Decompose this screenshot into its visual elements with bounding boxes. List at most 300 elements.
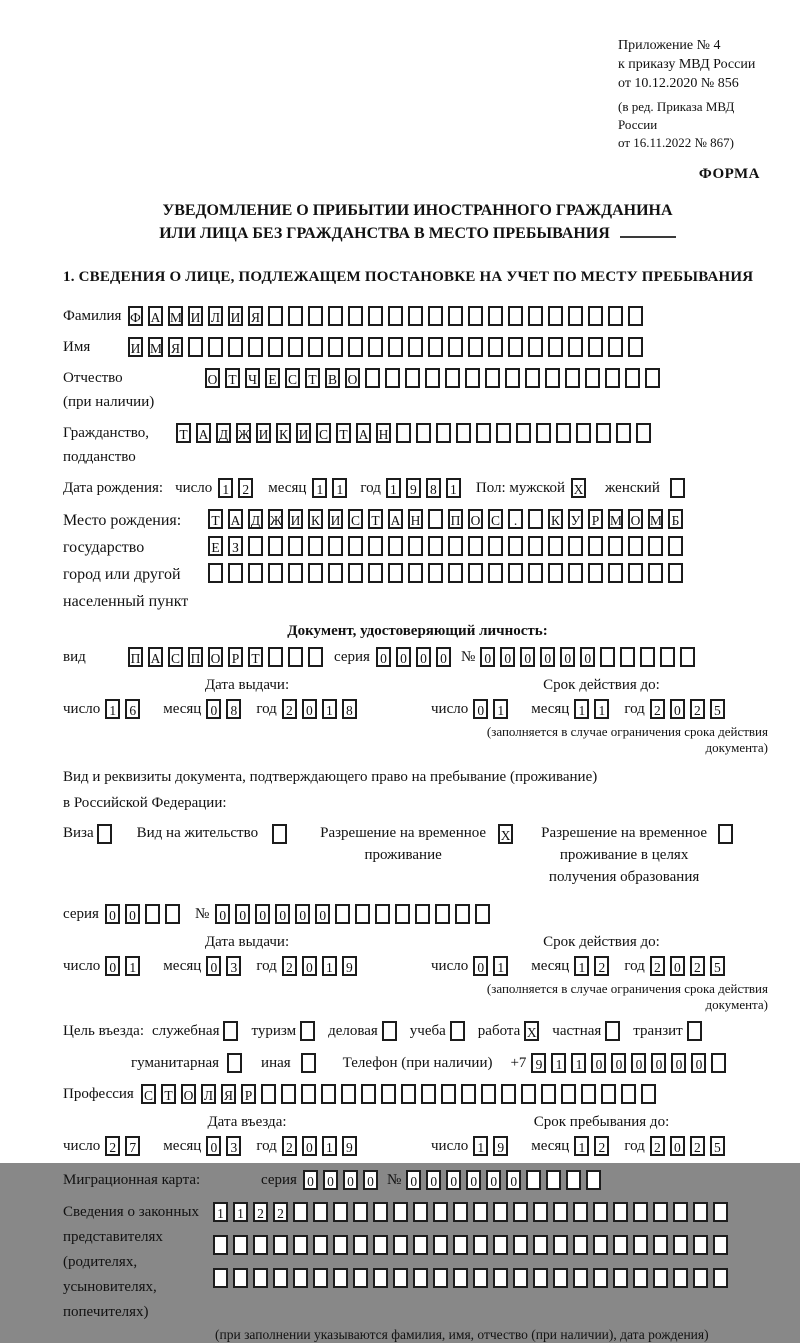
char-cell[interactable]: 0 bbox=[670, 1136, 685, 1156]
char-cell[interactable] bbox=[436, 423, 451, 443]
char-cell[interactable]: 2 bbox=[690, 956, 705, 976]
char-cell[interactable] bbox=[368, 337, 383, 357]
char-cell[interactable] bbox=[713, 1268, 728, 1288]
char-cell[interactable]: 1 bbox=[574, 699, 589, 719]
char-cell[interactable] bbox=[413, 1235, 428, 1255]
char-cell[interactable] bbox=[433, 1202, 448, 1222]
char-cell[interactable] bbox=[353, 1202, 368, 1222]
char-cell[interactable] bbox=[568, 563, 583, 583]
char-cell[interactable] bbox=[428, 509, 443, 529]
char-cell[interactable] bbox=[673, 1268, 688, 1288]
char-cell[interactable] bbox=[718, 824, 733, 844]
char-cell[interactable] bbox=[428, 337, 443, 357]
char-cell[interactable] bbox=[605, 368, 620, 388]
char-cell[interactable]: 5 bbox=[710, 1136, 725, 1156]
char-cell[interactable]: 2 bbox=[594, 1136, 609, 1156]
char-cell[interactable] bbox=[645, 368, 660, 388]
char-cell[interactable]: М bbox=[608, 509, 623, 529]
char-cell[interactable] bbox=[573, 1235, 588, 1255]
char-cell[interactable]: Б bbox=[668, 509, 683, 529]
char-cell[interactable]: 1 bbox=[125, 956, 140, 976]
char-cell[interactable]: Т bbox=[208, 509, 223, 529]
char-cell[interactable] bbox=[396, 423, 411, 443]
char-cell[interactable] bbox=[308, 647, 323, 667]
char-cell[interactable]: 0 bbox=[406, 1170, 421, 1190]
char-cell[interactable]: 5 bbox=[710, 956, 725, 976]
char-cell[interactable] bbox=[596, 423, 611, 443]
char-cell[interactable]: 1 bbox=[233, 1202, 248, 1222]
char-cell[interactable]: Я bbox=[221, 1084, 236, 1104]
char-cell[interactable] bbox=[308, 536, 323, 556]
char-cell[interactable]: Ж bbox=[236, 423, 251, 443]
char-cell[interactable] bbox=[600, 647, 615, 667]
char-cell[interactable] bbox=[368, 536, 383, 556]
char-cell[interactable] bbox=[568, 536, 583, 556]
char-cell[interactable] bbox=[687, 1021, 702, 1041]
char-cell[interactable] bbox=[321, 1084, 336, 1104]
char-cell[interactable] bbox=[328, 563, 343, 583]
char-cell[interactable]: П bbox=[188, 647, 203, 667]
char-cell[interactable] bbox=[268, 306, 283, 326]
char-cell[interactable]: 0 bbox=[671, 1053, 686, 1073]
char-cell[interactable]: 0 bbox=[343, 1170, 358, 1190]
char-cell[interactable] bbox=[468, 337, 483, 357]
char-cell[interactable] bbox=[713, 1202, 728, 1222]
char-cell[interactable] bbox=[566, 1170, 581, 1190]
char-cell[interactable]: Д bbox=[216, 423, 231, 443]
char-cell[interactable]: 0 bbox=[303, 1170, 318, 1190]
char-cell[interactable]: 0 bbox=[255, 904, 270, 924]
char-cell[interactable] bbox=[348, 536, 363, 556]
char-cell[interactable] bbox=[513, 1268, 528, 1288]
char-cell[interactable] bbox=[455, 904, 470, 924]
char-cell[interactable] bbox=[593, 1235, 608, 1255]
char-cell[interactable]: И bbox=[296, 423, 311, 443]
char-cell[interactable] bbox=[313, 1202, 328, 1222]
char-cell[interactable] bbox=[165, 904, 180, 924]
char-cell[interactable]: А bbox=[148, 647, 163, 667]
char-cell[interactable]: К bbox=[276, 423, 291, 443]
char-cell[interactable]: 2 bbox=[650, 956, 665, 976]
char-cell[interactable] bbox=[588, 337, 603, 357]
char-cell[interactable]: О bbox=[468, 509, 483, 529]
char-cell[interactable]: 0 bbox=[376, 647, 391, 667]
char-cell[interactable]: 2 bbox=[282, 1136, 297, 1156]
char-cell[interactable]: 1 bbox=[551, 1053, 566, 1073]
char-cell[interactable] bbox=[281, 1084, 296, 1104]
char-cell[interactable]: 0 bbox=[315, 904, 330, 924]
char-cell[interactable]: Я bbox=[168, 337, 183, 357]
char-cell[interactable] bbox=[313, 1268, 328, 1288]
char-cell[interactable] bbox=[581, 1084, 596, 1104]
char-cell[interactable] bbox=[348, 563, 363, 583]
char-cell[interactable]: 0 bbox=[125, 904, 140, 924]
char-cell[interactable] bbox=[501, 1084, 516, 1104]
char-cell[interactable] bbox=[468, 563, 483, 583]
char-cell[interactable] bbox=[233, 1268, 248, 1288]
char-cell[interactable]: X bbox=[571, 478, 586, 498]
char-cell[interactable] bbox=[368, 306, 383, 326]
char-cell[interactable]: 3 bbox=[226, 1136, 241, 1156]
char-cell[interactable]: О bbox=[628, 509, 643, 529]
char-cell[interactable]: П bbox=[448, 509, 463, 529]
char-cell[interactable] bbox=[625, 368, 640, 388]
char-cell[interactable] bbox=[456, 423, 471, 443]
char-cell[interactable] bbox=[526, 1170, 541, 1190]
char-cell[interactable] bbox=[633, 1235, 648, 1255]
char-cell[interactable] bbox=[448, 306, 463, 326]
char-cell[interactable]: 0 bbox=[670, 956, 685, 976]
char-cell[interactable] bbox=[227, 1053, 242, 1073]
char-cell[interactable] bbox=[593, 1268, 608, 1288]
char-cell[interactable]: А bbox=[228, 509, 243, 529]
char-cell[interactable]: О bbox=[208, 647, 223, 667]
char-cell[interactable]: Р bbox=[241, 1084, 256, 1104]
char-cell[interactable]: Е bbox=[208, 536, 223, 556]
char-cell[interactable] bbox=[713, 1235, 728, 1255]
char-cell[interactable] bbox=[385, 368, 400, 388]
char-cell[interactable] bbox=[621, 1084, 636, 1104]
char-cell[interactable]: 2 bbox=[690, 699, 705, 719]
char-cell[interactable]: 2 bbox=[690, 1136, 705, 1156]
char-cell[interactable]: М bbox=[648, 509, 663, 529]
char-cell[interactable] bbox=[545, 368, 560, 388]
char-cell[interactable] bbox=[533, 1268, 548, 1288]
char-cell[interactable]: 0 bbox=[275, 904, 290, 924]
char-cell[interactable]: З bbox=[228, 536, 243, 556]
char-cell[interactable] bbox=[373, 1235, 388, 1255]
char-cell[interactable] bbox=[435, 904, 450, 924]
char-cell[interactable]: 8 bbox=[342, 699, 357, 719]
char-cell[interactable] bbox=[388, 563, 403, 583]
char-cell[interactable]: И bbox=[328, 509, 343, 529]
char-cell[interactable]: 0 bbox=[215, 904, 230, 924]
char-cell[interactable] bbox=[568, 337, 583, 357]
char-cell[interactable]: 1 bbox=[594, 699, 609, 719]
char-cell[interactable] bbox=[608, 536, 623, 556]
char-cell[interactable] bbox=[616, 423, 631, 443]
char-cell[interactable] bbox=[628, 306, 643, 326]
char-cell[interactable]: Т bbox=[225, 368, 240, 388]
char-cell[interactable] bbox=[711, 1053, 726, 1073]
char-cell[interactable]: . bbox=[508, 509, 523, 529]
char-cell[interactable] bbox=[375, 904, 390, 924]
char-cell[interactable]: 0 bbox=[416, 647, 431, 667]
char-cell[interactable] bbox=[633, 1268, 648, 1288]
char-cell[interactable] bbox=[648, 536, 663, 556]
char-cell[interactable] bbox=[553, 1268, 568, 1288]
char-cell[interactable] bbox=[405, 368, 420, 388]
char-cell[interactable]: 9 bbox=[342, 956, 357, 976]
char-cell[interactable] bbox=[653, 1268, 668, 1288]
char-cell[interactable]: Т bbox=[176, 423, 191, 443]
char-cell[interactable] bbox=[395, 904, 410, 924]
char-cell[interactable]: Я bbox=[248, 306, 263, 326]
char-cell[interactable] bbox=[293, 1202, 308, 1222]
char-cell[interactable] bbox=[450, 1021, 465, 1041]
char-cell[interactable]: 2 bbox=[650, 1136, 665, 1156]
char-cell[interactable] bbox=[565, 368, 580, 388]
char-cell[interactable]: О bbox=[205, 368, 220, 388]
char-cell[interactable] bbox=[496, 423, 511, 443]
char-cell[interactable] bbox=[268, 536, 283, 556]
char-cell[interactable]: Д bbox=[248, 509, 263, 529]
char-cell[interactable] bbox=[373, 1268, 388, 1288]
char-cell[interactable] bbox=[548, 536, 563, 556]
char-cell[interactable] bbox=[308, 563, 323, 583]
char-cell[interactable] bbox=[473, 1235, 488, 1255]
char-cell[interactable] bbox=[481, 1084, 496, 1104]
char-cell[interactable]: 9 bbox=[493, 1136, 508, 1156]
char-cell[interactable] bbox=[393, 1268, 408, 1288]
char-cell[interactable]: Т bbox=[368, 509, 383, 529]
char-cell[interactable] bbox=[528, 563, 543, 583]
char-cell[interactable]: Т bbox=[305, 368, 320, 388]
char-cell[interactable] bbox=[328, 306, 343, 326]
char-cell[interactable] bbox=[573, 1202, 588, 1222]
char-cell[interactable] bbox=[428, 536, 443, 556]
char-cell[interactable]: 1 bbox=[312, 478, 327, 498]
char-cell[interactable] bbox=[308, 337, 323, 357]
char-cell[interactable] bbox=[521, 1084, 536, 1104]
char-cell[interactable] bbox=[613, 1235, 628, 1255]
char-cell[interactable] bbox=[620, 647, 635, 667]
char-cell[interactable]: 2 bbox=[253, 1202, 268, 1222]
char-cell[interactable]: 1 bbox=[574, 1136, 589, 1156]
char-cell[interactable]: 0 bbox=[560, 647, 575, 667]
char-cell[interactable] bbox=[288, 563, 303, 583]
char-cell[interactable] bbox=[248, 536, 263, 556]
char-cell[interactable]: 0 bbox=[446, 1170, 461, 1190]
char-cell[interactable] bbox=[668, 563, 683, 583]
char-cell[interactable] bbox=[660, 647, 675, 667]
char-cell[interactable]: 9 bbox=[406, 478, 421, 498]
char-cell[interactable] bbox=[588, 306, 603, 326]
char-cell[interactable] bbox=[441, 1084, 456, 1104]
char-cell[interactable] bbox=[525, 368, 540, 388]
char-cell[interactable] bbox=[453, 1235, 468, 1255]
char-cell[interactable] bbox=[388, 536, 403, 556]
char-cell[interactable] bbox=[628, 337, 643, 357]
char-cell[interactable] bbox=[335, 904, 350, 924]
char-cell[interactable]: И bbox=[128, 337, 143, 357]
char-cell[interactable] bbox=[408, 306, 423, 326]
char-cell[interactable]: Р bbox=[588, 509, 603, 529]
char-cell[interactable]: 0 bbox=[295, 904, 310, 924]
char-cell[interactable] bbox=[408, 536, 423, 556]
char-cell[interactable] bbox=[513, 1235, 528, 1255]
char-cell[interactable]: 0 bbox=[105, 956, 120, 976]
char-cell[interactable]: 5 bbox=[710, 699, 725, 719]
char-cell[interactable]: 0 bbox=[302, 699, 317, 719]
char-cell[interactable]: 0 bbox=[473, 699, 488, 719]
char-cell[interactable]: И bbox=[188, 306, 203, 326]
char-cell[interactable] bbox=[333, 1202, 348, 1222]
char-cell[interactable]: У bbox=[568, 509, 583, 529]
char-cell[interactable] bbox=[533, 1202, 548, 1222]
char-cell[interactable]: 0 bbox=[206, 956, 221, 976]
char-cell[interactable]: 0 bbox=[363, 1170, 378, 1190]
char-cell[interactable]: 0 bbox=[466, 1170, 481, 1190]
char-cell[interactable]: Ф bbox=[128, 306, 143, 326]
char-cell[interactable]: 0 bbox=[651, 1053, 666, 1073]
char-cell[interactable]: 0 bbox=[426, 1170, 441, 1190]
char-cell[interactable] bbox=[576, 423, 591, 443]
char-cell[interactable]: О bbox=[345, 368, 360, 388]
char-cell[interactable]: К bbox=[548, 509, 563, 529]
char-cell[interactable] bbox=[428, 306, 443, 326]
char-cell[interactable] bbox=[208, 563, 223, 583]
char-cell[interactable] bbox=[693, 1202, 708, 1222]
char-cell[interactable]: 0 bbox=[206, 1136, 221, 1156]
char-cell[interactable]: 0 bbox=[540, 647, 555, 667]
char-cell[interactable] bbox=[485, 368, 500, 388]
char-cell[interactable] bbox=[233, 1235, 248, 1255]
char-cell[interactable]: 1 bbox=[493, 956, 508, 976]
char-cell[interactable]: И bbox=[288, 509, 303, 529]
char-cell[interactable]: 0 bbox=[520, 647, 535, 667]
char-cell[interactable]: 9 bbox=[342, 1136, 357, 1156]
char-cell[interactable]: 2 bbox=[282, 699, 297, 719]
char-cell[interactable]: 0 bbox=[480, 647, 495, 667]
char-cell[interactable] bbox=[213, 1268, 228, 1288]
char-cell[interactable]: 1 bbox=[218, 478, 233, 498]
char-cell[interactable]: 0 bbox=[436, 647, 451, 667]
char-cell[interactable] bbox=[293, 1268, 308, 1288]
char-cell[interactable]: 3 bbox=[226, 956, 241, 976]
char-cell[interactable]: 1 bbox=[322, 956, 337, 976]
char-cell[interactable]: Л bbox=[208, 306, 223, 326]
char-cell[interactable] bbox=[628, 536, 643, 556]
char-cell[interactable]: 1 bbox=[105, 699, 120, 719]
char-cell[interactable] bbox=[648, 563, 663, 583]
char-cell[interactable] bbox=[536, 423, 551, 443]
char-cell[interactable] bbox=[653, 1235, 668, 1255]
char-cell[interactable]: В bbox=[325, 368, 340, 388]
char-cell[interactable]: 8 bbox=[426, 478, 441, 498]
char-cell[interactable] bbox=[416, 423, 431, 443]
char-cell[interactable] bbox=[608, 306, 623, 326]
char-cell[interactable]: Ж bbox=[268, 509, 283, 529]
char-cell[interactable] bbox=[613, 1202, 628, 1222]
char-cell[interactable] bbox=[421, 1084, 436, 1104]
char-cell[interactable] bbox=[393, 1202, 408, 1222]
char-cell[interactable]: 0 bbox=[506, 1170, 521, 1190]
char-cell[interactable] bbox=[508, 337, 523, 357]
char-cell[interactable] bbox=[568, 306, 583, 326]
char-cell[interactable] bbox=[593, 1202, 608, 1222]
char-cell[interactable] bbox=[223, 1021, 238, 1041]
char-cell[interactable] bbox=[475, 904, 490, 924]
char-cell[interactable] bbox=[505, 368, 520, 388]
char-cell[interactable] bbox=[293, 1235, 308, 1255]
char-cell[interactable] bbox=[461, 1084, 476, 1104]
char-cell[interactable]: А bbox=[356, 423, 371, 443]
char-cell[interactable] bbox=[353, 1268, 368, 1288]
char-cell[interactable]: 1 bbox=[322, 699, 337, 719]
char-cell[interactable]: Т bbox=[161, 1084, 176, 1104]
char-cell[interactable]: 6 bbox=[125, 699, 140, 719]
char-cell[interactable] bbox=[493, 1235, 508, 1255]
char-cell[interactable]: 0 bbox=[302, 1136, 317, 1156]
char-cell[interactable]: 8 bbox=[226, 699, 241, 719]
char-cell[interactable]: М bbox=[148, 337, 163, 357]
char-cell[interactable] bbox=[608, 563, 623, 583]
char-cell[interactable]: 7 bbox=[125, 1136, 140, 1156]
char-cell[interactable] bbox=[425, 368, 440, 388]
char-cell[interactable]: 0 bbox=[580, 647, 595, 667]
char-cell[interactable]: 1 bbox=[446, 478, 461, 498]
char-cell[interactable]: 0 bbox=[473, 956, 488, 976]
char-cell[interactable] bbox=[348, 306, 363, 326]
char-cell[interactable]: О bbox=[181, 1084, 196, 1104]
char-cell[interactable] bbox=[382, 1021, 397, 1041]
char-cell[interactable] bbox=[248, 337, 263, 357]
char-cell[interactable] bbox=[448, 563, 463, 583]
char-cell[interactable] bbox=[493, 1202, 508, 1222]
char-cell[interactable]: 0 bbox=[500, 647, 515, 667]
char-cell[interactable] bbox=[355, 904, 370, 924]
char-cell[interactable]: Т bbox=[248, 647, 263, 667]
char-cell[interactable] bbox=[588, 563, 603, 583]
char-cell[interactable] bbox=[493, 1268, 508, 1288]
char-cell[interactable]: 0 bbox=[486, 1170, 501, 1190]
char-cell[interactable]: Е bbox=[265, 368, 280, 388]
char-cell[interactable]: 0 bbox=[396, 647, 411, 667]
char-cell[interactable] bbox=[361, 1084, 376, 1104]
char-cell[interactable]: X bbox=[524, 1021, 539, 1041]
char-cell[interactable] bbox=[413, 1202, 428, 1222]
char-cell[interactable]: К bbox=[308, 509, 323, 529]
char-cell[interactable] bbox=[408, 563, 423, 583]
char-cell[interactable] bbox=[413, 1268, 428, 1288]
char-cell[interactable] bbox=[393, 1235, 408, 1255]
char-cell[interactable]: И bbox=[256, 423, 271, 443]
char-cell[interactable]: А bbox=[148, 306, 163, 326]
char-cell[interactable] bbox=[528, 509, 543, 529]
char-cell[interactable] bbox=[641, 1084, 656, 1104]
char-cell[interactable]: 2 bbox=[594, 956, 609, 976]
char-cell[interactable] bbox=[145, 904, 160, 924]
char-cell[interactable]: 2 bbox=[105, 1136, 120, 1156]
char-cell[interactable] bbox=[228, 337, 243, 357]
char-cell[interactable] bbox=[188, 337, 203, 357]
char-cell[interactable] bbox=[453, 1202, 468, 1222]
char-cell[interactable]: Н bbox=[376, 423, 391, 443]
char-cell[interactable] bbox=[208, 337, 223, 357]
char-cell[interactable]: 0 bbox=[591, 1053, 606, 1073]
char-cell[interactable]: А bbox=[388, 509, 403, 529]
char-cell[interactable]: 1 bbox=[322, 1136, 337, 1156]
char-cell[interactable] bbox=[433, 1235, 448, 1255]
char-cell[interactable] bbox=[445, 368, 460, 388]
char-cell[interactable] bbox=[468, 536, 483, 556]
char-cell[interactable] bbox=[508, 306, 523, 326]
char-cell[interactable] bbox=[301, 1084, 316, 1104]
char-cell[interactable] bbox=[328, 337, 343, 357]
char-cell[interactable] bbox=[328, 536, 343, 556]
char-cell[interactable] bbox=[213, 1235, 228, 1255]
char-cell[interactable]: 9 bbox=[531, 1053, 546, 1073]
char-cell[interactable]: 1 bbox=[473, 1136, 488, 1156]
char-cell[interactable] bbox=[261, 1084, 276, 1104]
char-cell[interactable] bbox=[273, 1268, 288, 1288]
char-cell[interactable]: 1 bbox=[332, 478, 347, 498]
char-cell[interactable] bbox=[248, 563, 263, 583]
char-cell[interactable]: С bbox=[488, 509, 503, 529]
char-cell[interactable] bbox=[628, 563, 643, 583]
char-cell[interactable] bbox=[288, 647, 303, 667]
